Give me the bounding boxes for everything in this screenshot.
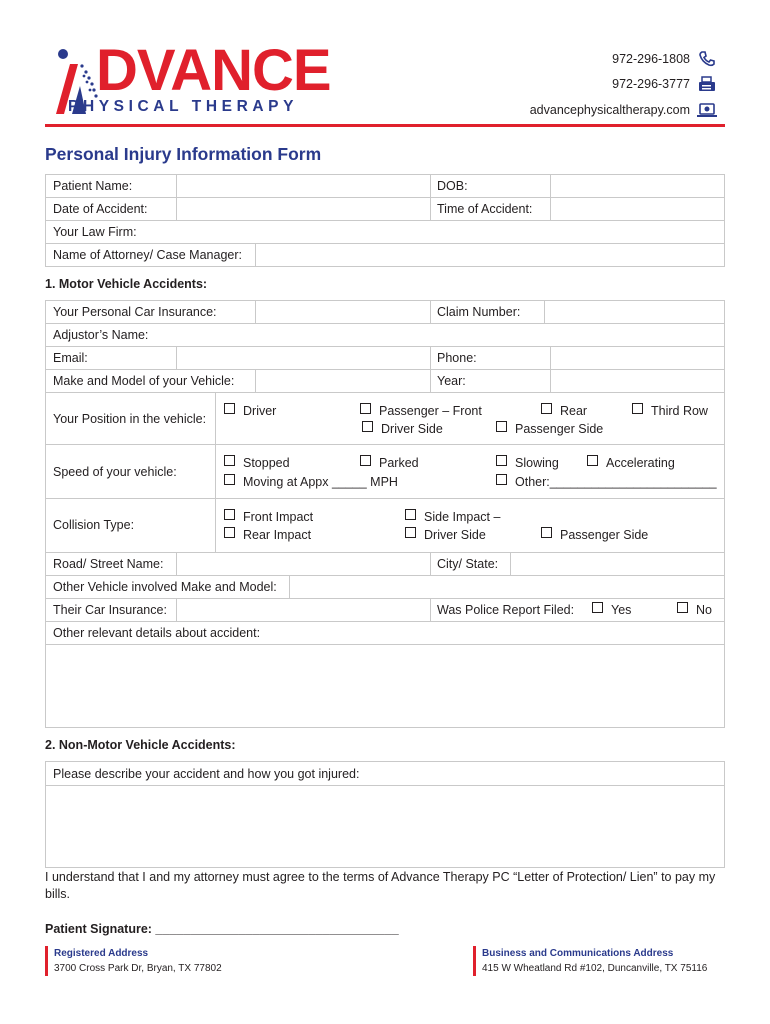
row-attorney	[45, 243, 725, 267]
speed-label: Speed of your vehicle:	[53, 465, 177, 479]
checkbox-no[interactable]: No	[677, 602, 712, 617]
email-field[interactable]	[177, 347, 430, 369]
business-address: 415 W Wheatland Rd #102, Duncanville, TX 75116	[482, 963, 708, 974]
checkbox-driver-side[interactable]: Driver Side	[362, 421, 443, 436]
header-divider	[45, 124, 725, 127]
footer-accent-right	[473, 946, 476, 976]
checkbox-icon	[541, 403, 552, 414]
form-title: Personal Injury Information Form	[45, 144, 322, 164]
row-law-firm[interactable]	[45, 220, 725, 244]
position-label: Your Position in the vehicle:	[53, 412, 207, 426]
checkbox-icon	[592, 602, 603, 613]
phone-number: 972-296-1808	[612, 52, 690, 66]
police-report-label: Was Police Report Filed:	[437, 603, 575, 617]
road-label: Road/ Street Name:	[53, 557, 164, 571]
checkbox-icon	[587, 455, 598, 466]
checkbox-icon	[405, 527, 416, 538]
row-make-model	[45, 369, 725, 393]
dob-field[interactable]	[551, 175, 724, 197]
checkbox-third-row[interactable]: Third Row	[632, 403, 708, 418]
checkbox-icon	[224, 403, 235, 414]
checkbox-passenger-side[interactable]: Passenger Side	[496, 421, 603, 436]
row-car-insurance	[45, 300, 725, 324]
year-label: Year:	[437, 374, 466, 388]
city-state-label: City/ State:	[437, 557, 499, 571]
their-insurance-label: Their Car Insurance:	[53, 603, 167, 617]
their-insurance-field[interactable]	[177, 599, 430, 621]
checkbox-icon	[496, 421, 507, 432]
checkbox-driver[interactable]: Driver	[224, 403, 276, 418]
checkbox-icon	[360, 403, 371, 414]
footer-accent-left	[45, 946, 48, 976]
checkbox-side-impact[interactable]: Side Impact –	[405, 509, 500, 524]
checkbox-yes[interactable]: Yes	[592, 602, 631, 617]
checkbox-icon	[224, 509, 235, 520]
car-insurance-label: Your Personal Car Insurance:	[53, 305, 217, 319]
checkbox-icon	[632, 403, 643, 414]
checkbox-icon	[496, 474, 507, 485]
other-vehicle-field[interactable]	[290, 576, 724, 598]
checkbox-icon	[360, 455, 371, 466]
phone-field[interactable]	[551, 347, 724, 369]
website-link[interactable]: advancephysicaltherapy.com	[529, 103, 690, 117]
checkbox-other[interactable]: Other:________________________	[496, 474, 717, 489]
logo-wordmark: DVANCE	[96, 38, 331, 103]
agreement-text: I understand that I and my attorney must agree to the terms of Advance Therapy PC “Letter of Protection/ Lien” to pay my bills.	[45, 870, 716, 901]
adjustor-label: Adjustor’s Name:	[53, 328, 149, 342]
date-of-accident-field[interactable]	[177, 198, 430, 220]
other-details-textarea[interactable]	[45, 644, 725, 728]
business-address-heading: Business and Communications Address	[482, 948, 674, 959]
row-email	[45, 346, 725, 370]
dob-label: DOB:	[437, 179, 468, 193]
time-of-accident-label: Time of Accident:	[437, 202, 533, 216]
road-field[interactable]	[177, 553, 430, 575]
checkbox-slowing[interactable]: Slowing	[496, 455, 559, 470]
car-insurance-field[interactable]	[256, 301, 430, 323]
row-patient-name	[45, 174, 725, 198]
laptop-icon	[697, 102, 717, 118]
row-describe-label	[45, 761, 725, 786]
checkbox-icon	[541, 527, 552, 538]
row-road	[45, 552, 725, 576]
row-date-of-accident	[45, 197, 725, 221]
fax-number: 972-296-3777	[612, 77, 690, 91]
row-position	[45, 392, 725, 445]
date-of-accident-label: Date of Accident:	[53, 202, 148, 216]
row-adjustor[interactable]	[45, 323, 725, 347]
other-vehicle-label: Other Vehicle involved Make and Model:	[53, 580, 277, 594]
checkbox-icon	[224, 455, 235, 466]
checkbox-collision-driver-side[interactable]: Driver Side	[405, 527, 486, 542]
registered-address: 3700 Cross Park Dr, Bryan, TX 77802	[54, 963, 222, 974]
checkbox-icon	[677, 602, 688, 613]
checkbox-passenger-front[interactable]: Passenger – Front	[360, 403, 482, 418]
checkbox-collision-passenger-side[interactable]: Passenger Side	[541, 527, 648, 542]
patient-name-field[interactable]	[177, 175, 430, 197]
row-other-vehicle	[45, 575, 725, 599]
collision-label: Collision Type:	[53, 518, 135, 532]
section-2-heading: 2. Non-Motor Vehicle Accidents:	[45, 738, 236, 752]
describe-label: Please describe your accident and how you got injured:	[53, 767, 360, 781]
logo-tagline: PHYSICAL THERAPY	[68, 98, 299, 115]
checkbox-rear-impact[interactable]: Rear Impact	[224, 527, 311, 542]
checkbox-rear[interactable]: Rear	[541, 403, 587, 418]
email-label: Email:	[53, 351, 88, 365]
checkbox-icon	[224, 474, 235, 485]
year-field[interactable]	[551, 370, 724, 392]
patient-name-label: Patient Name:	[53, 179, 133, 193]
city-state-field[interactable]	[511, 553, 724, 575]
attorney-label: Name of Attorney/ Case Manager:	[53, 248, 242, 262]
checkbox-accelerating[interactable]: Accelerating	[587, 455, 675, 470]
time-of-accident-field[interactable]	[551, 198, 724, 220]
claim-number-label: Claim Number:	[437, 305, 521, 319]
fax-icon	[697, 76, 717, 92]
checkbox-icon	[362, 421, 373, 432]
checkbox-front-impact[interactable]: Front Impact	[224, 509, 313, 524]
checkbox-icon	[224, 527, 235, 538]
registered-address-heading: Registered Address	[54, 948, 149, 959]
checkbox-icon	[496, 455, 507, 466]
section-1-heading: 1. Motor Vehicle Accidents:	[45, 277, 208, 291]
checkbox-moving[interactable]: Moving at Appx _____ MPH	[224, 474, 398, 489]
checkbox-icon	[405, 509, 416, 520]
phone-icon	[697, 51, 717, 67]
row-other-details-label	[45, 621, 725, 645]
law-firm-label: Your Law Firm:	[53, 225, 137, 239]
claim-number-field[interactable]	[545, 301, 724, 323]
row-collision	[45, 498, 725, 553]
checkbox-parked[interactable]: Parked	[360, 455, 419, 470]
attorney-field[interactable]	[256, 244, 724, 266]
row-speed	[45, 444, 725, 499]
signature-line[interactable]: Patient Signature: ___________________________________	[45, 922, 399, 936]
phone-label: Phone:	[437, 351, 477, 365]
checkbox-stopped[interactable]: Stopped	[224, 455, 290, 470]
describe-textarea[interactable]	[45, 785, 725, 868]
make-model-field[interactable]	[256, 370, 430, 392]
other-details-label: Other relevant details about accident:	[53, 626, 261, 640]
make-model-label: Make and Model of your Vehicle:	[53, 374, 235, 388]
